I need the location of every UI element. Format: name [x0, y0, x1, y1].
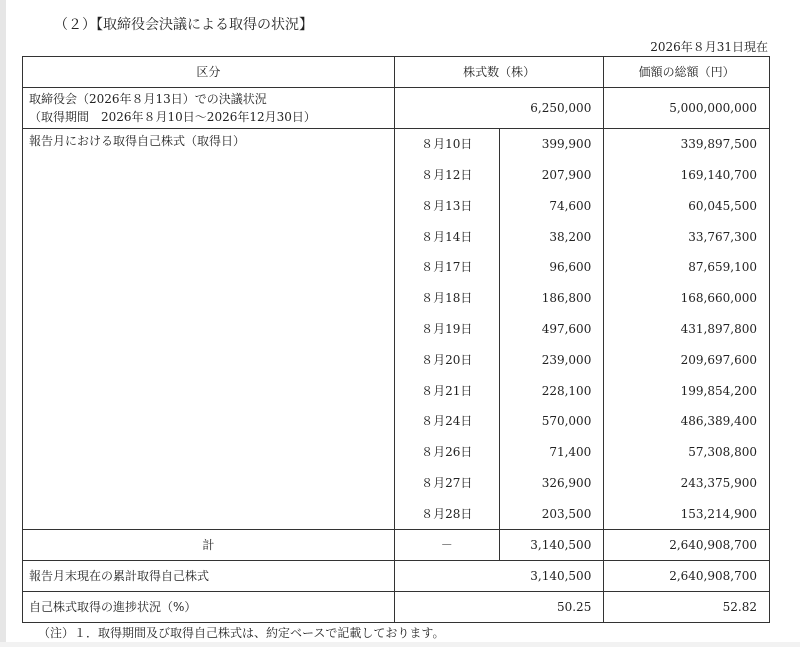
resolution-line1: 取締役会（2026年８月13日）での決議状況 — [29, 92, 267, 106]
cumulative-row — [23, 561, 770, 592]
cumulative-shares: 3,140,500 — [394, 561, 603, 592]
daily-amount: 339,897,500 — [604, 129, 770, 160]
daily-shares: 38,200 — [499, 221, 604, 252]
header-amount: 価額の総額（円） — [604, 57, 770, 88]
daily-shares: 239,000 — [499, 345, 604, 376]
daily-shares: 207,900 — [499, 160, 604, 191]
daily-shares: 74,600 — [499, 191, 604, 222]
daily-row — [23, 129, 770, 160]
total-amount: 2,640,908,700 — [604, 530, 770, 561]
daily-shares: 96,600 — [499, 252, 604, 283]
acquisition-date: ８月10日 — [394, 129, 499, 160]
total-date-mark: － — [394, 530, 499, 561]
cumulative-amount: 2,640,908,700 — [604, 561, 770, 592]
header-shares: 株式数（株） — [394, 57, 603, 88]
acquisition-date: ８月19日 — [394, 314, 499, 345]
total-label: 計 — [23, 530, 395, 561]
daily-shares: 399,900 — [499, 129, 604, 160]
progress-row — [23, 592, 770, 623]
page-edge — [0, 0, 6, 647]
daily-amount: 168,660,000 — [604, 283, 770, 314]
daily-amount: 199,854,200 — [604, 375, 770, 406]
acquisition-date: ８月26日 — [394, 437, 499, 468]
acquisition-table — [22, 56, 770, 623]
daily-amount: 243,375,900 — [604, 468, 770, 499]
daily-amount: 209,697,600 — [604, 345, 770, 376]
section-title: （２）【取締役会決議による取得の状況】 — [54, 17, 313, 33]
daily-section-label: 報告月における取得自己株式（取得日） — [23, 129, 395, 530]
footnote: （注）１．取得期間及び取得自己株式は、約定ベースで記載しております。 — [38, 626, 445, 640]
daily-shares: 570,000 — [499, 406, 604, 437]
resolution-amount: 5,000,000,000 — [604, 88, 770, 129]
resolution-line2: （取得期間 2026年８月10日～2026年12月30日） — [29, 110, 316, 124]
daily-shares: 186,800 — [499, 283, 604, 314]
acquisition-date: ８月21日 — [394, 375, 499, 406]
total-row — [23, 530, 770, 561]
daily-amount: 169,140,700 — [604, 160, 770, 191]
acquisition-date: ８月12日 — [394, 160, 499, 191]
acquisition-date: ８月13日 — [394, 191, 499, 222]
daily-amount: 431,897,800 — [604, 314, 770, 345]
daily-shares: 203,500 — [499, 499, 604, 530]
acquisition-date: ８月17日 — [394, 252, 499, 283]
resolution-label — [23, 88, 395, 129]
total-shares: 3,140,500 — [499, 530, 604, 561]
header-category: 区分 — [23, 57, 395, 88]
daily-amount: 33,767,300 — [604, 221, 770, 252]
daily-shares: 71,400 — [499, 437, 604, 468]
acquisition-date: ８月28日 — [394, 499, 499, 530]
resolution-shares: 6,250,000 — [394, 88, 603, 129]
progress-shares: 50.25 — [394, 592, 603, 623]
progress-amount: 52.82 — [604, 592, 770, 623]
acquisition-date: ８月27日 — [394, 468, 499, 499]
daily-shares: 326,900 — [499, 468, 604, 499]
as-of-date: 2026年８月31日現在 — [650, 40, 768, 54]
daily-amount: 87,659,100 — [604, 252, 770, 283]
resolution-row — [23, 88, 770, 129]
daily-amount: 486,389,400 — [604, 406, 770, 437]
acquisition-date: ８月20日 — [394, 345, 499, 376]
acquisition-date: ８月24日 — [394, 406, 499, 437]
daily-amount: 60,045,500 — [604, 191, 770, 222]
acquisition-date: ８月14日 — [394, 221, 499, 252]
daily-shares: 497,600 — [499, 314, 604, 345]
acquisition-date: ８月18日 — [394, 283, 499, 314]
daily-amount: 57,308,800 — [604, 437, 770, 468]
header-row — [23, 57, 770, 88]
progress-label: 自己株式取得の進捗状況（%） — [23, 592, 395, 623]
daily-amount: 153,214,900 — [604, 499, 770, 530]
page-bottom-shade — [0, 642, 800, 647]
cumulative-label: 報告月末現在の累計取得自己株式 — [23, 561, 395, 592]
daily-shares: 228,100 — [499, 375, 604, 406]
